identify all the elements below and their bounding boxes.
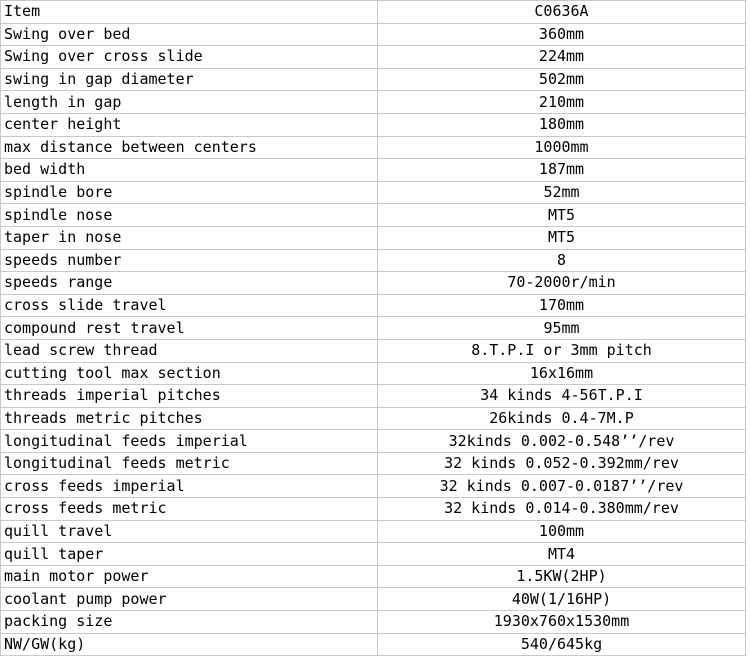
spec-label-cell: spindle nose <box>1 204 378 227</box>
table-row <box>1 1 746 24</box>
table-row <box>1 249 746 272</box>
table-row <box>1 339 746 362</box>
spec-value-cell: 187mm <box>378 159 746 182</box>
spec-value-cell: MT5 <box>378 226 746 249</box>
spec-value-cell: 1930x760x1530mm <box>378 611 746 634</box>
spec-label-cell: speeds number <box>1 249 378 272</box>
table-row <box>1 272 746 295</box>
spec-label-cell: packing size <box>1 611 378 634</box>
table-row <box>1 565 746 588</box>
spec-label-cell: cross feeds imperial <box>1 475 378 498</box>
spec-label-cell: compound rest travel <box>1 317 378 340</box>
table-row <box>1 430 746 453</box>
table-row <box>1 588 746 611</box>
spec-value-cell: 26kinds 0.4-7M.P <box>378 407 746 430</box>
spec-label-cell: max distance between centers <box>1 136 378 159</box>
spec-value-cell: MT4 <box>378 543 746 566</box>
table-row <box>1 498 746 521</box>
table-row <box>1 68 746 91</box>
table-row <box>1 113 746 136</box>
table-row <box>1 136 746 159</box>
spec-value-cell: 8 <box>378 249 746 272</box>
spec-label-cell: NW/GW(kg) <box>1 633 378 656</box>
spec-value-cell: 224mm <box>378 46 746 69</box>
table-row <box>1 452 746 475</box>
spec-value-cell: 95mm <box>378 317 746 340</box>
spec-value-cell: 70-2000r/min <box>378 272 746 295</box>
spec-label-cell: threads imperial pitches <box>1 385 378 408</box>
table-row <box>1 181 746 204</box>
spec-value-cell: 502mm <box>378 68 746 91</box>
spec-value-cell: C0636A <box>378 1 746 24</box>
spec-label-cell: threads metric pitches <box>1 407 378 430</box>
spec-value-cell: 1.5KW(2HP) <box>378 565 746 588</box>
spec-label-cell: bed width <box>1 159 378 182</box>
spec-label-cell: coolant pump power <box>1 588 378 611</box>
table-row <box>1 407 746 430</box>
spec-label-cell: speeds range <box>1 272 378 295</box>
table-row <box>1 317 746 340</box>
spec-label-cell: quill taper <box>1 543 378 566</box>
spec-value-cell: 32 kinds 0.007-0.0187’’/rev <box>378 475 746 498</box>
spec-label-cell: cross feeds metric <box>1 498 378 521</box>
table-row <box>1 543 746 566</box>
table-row <box>1 46 746 69</box>
spec-label-cell: cutting tool max section <box>1 362 378 385</box>
spec-value-cell: 8.T.P.I or 3mm pitch <box>378 339 746 362</box>
spec-label-cell: cross slide travel <box>1 294 378 317</box>
spec-label-cell: main motor power <box>1 565 378 588</box>
spec-value-cell: 1000mm <box>378 136 746 159</box>
spec-value-cell: 40W(1/16HP) <box>378 588 746 611</box>
spec-value-cell: 170mm <box>378 294 746 317</box>
spec-label-cell: swing in gap diameter <box>1 68 378 91</box>
table-row <box>1 91 746 114</box>
spec-value-cell: 210mm <box>378 91 746 114</box>
table-row <box>1 226 746 249</box>
spec-table-body <box>1 1 746 656</box>
spec-label-cell: Item <box>1 1 378 24</box>
table-row <box>1 294 746 317</box>
spec-label-cell: spindle bore <box>1 181 378 204</box>
table-row <box>1 204 746 227</box>
spec-label-cell: lead screw thread <box>1 339 378 362</box>
table-row <box>1 520 746 543</box>
table-row <box>1 23 746 46</box>
spec-label-cell: longitudinal feeds imperial <box>1 430 378 453</box>
table-row <box>1 385 746 408</box>
table-row <box>1 475 746 498</box>
spec-label-cell: Swing over bed <box>1 23 378 46</box>
spec-value-cell: 52mm <box>378 181 746 204</box>
spec-value-cell: 16x16mm <box>378 362 746 385</box>
spec-label-cell: longitudinal feeds metric <box>1 452 378 475</box>
table-row <box>1 611 746 634</box>
spec-value-cell: MT5 <box>378 204 746 227</box>
spec-value-cell: 32kinds 0.002-0.548’’/rev <box>378 430 746 453</box>
spec-label-cell: Swing over cross slide <box>1 46 378 69</box>
spec-value-cell: 32 kinds 0.052-0.392mm/rev <box>378 452 746 475</box>
spec-value-cell: 540/645kg <box>378 633 746 656</box>
spec-value-cell: 180mm <box>378 113 746 136</box>
spec-label-cell: length in gap <box>1 91 378 114</box>
spec-value-cell: 34 kinds 4-56T.P.I <box>378 385 746 408</box>
spec-value-cell: 100mm <box>378 520 746 543</box>
spec-label-cell: taper in nose <box>1 226 378 249</box>
spec-label-cell: quill travel <box>1 520 378 543</box>
table-row <box>1 633 746 656</box>
spec-value-cell: 360mm <box>378 23 746 46</box>
table-row <box>1 159 746 182</box>
table-row <box>1 362 746 385</box>
spec-label-cell: center height <box>1 113 378 136</box>
spec-value-cell: 32 kinds 0.014-0.380mm/rev <box>378 498 746 521</box>
